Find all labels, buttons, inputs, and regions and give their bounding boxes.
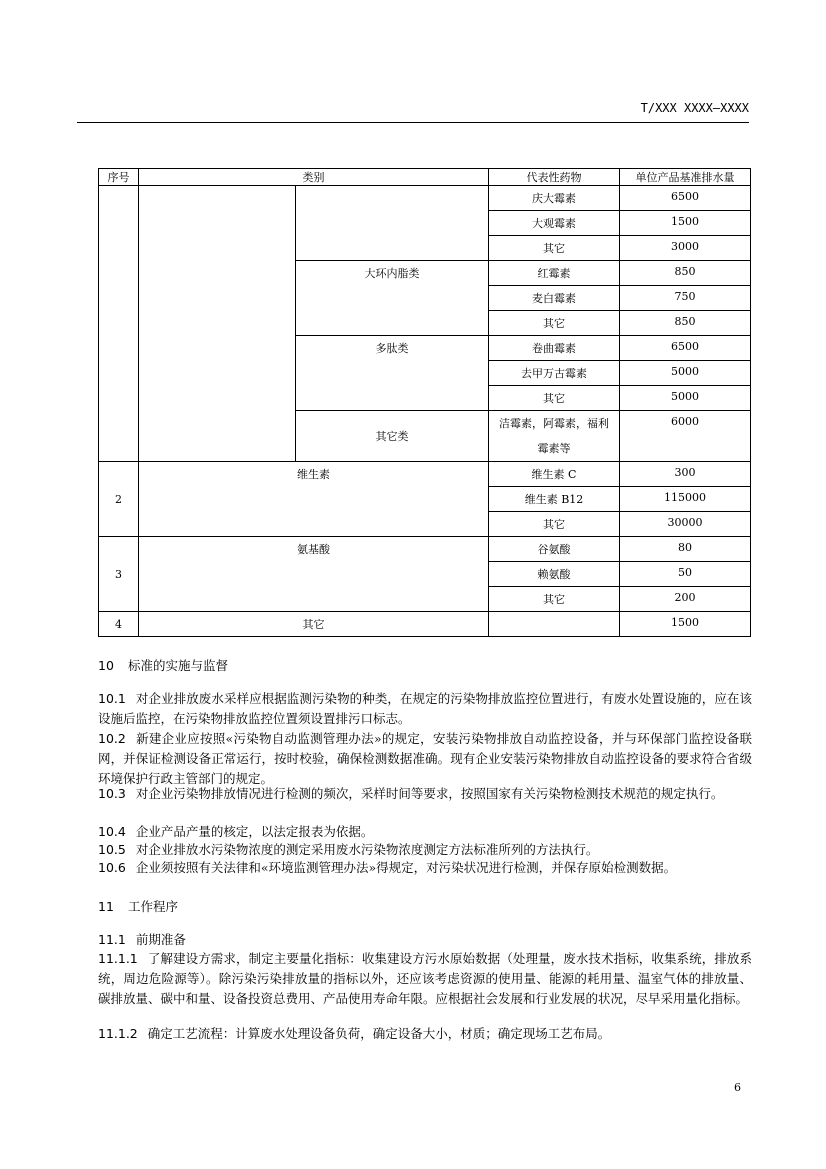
clause-text: 确定工艺流程：计算废水处理设备负荷，确定设备大小，材质；确定现场工艺布局。 xyxy=(147,1026,611,1041)
clause-text: 了解建设方需求，制定主要量化指标：收集建设方污水原始数据（处理量，废水技术指标，收集系统，排放系统，周边危险源等）。除污染污染排放量的指标以外，还应该考虑资源的使用量、能源的耗用量、温室气体的排放量、碳排放量、碳中和量、设备投资总费用、产品使用寿命年限。应根据社会发展和行业发展的状况，尽早采用量化指标。 xyxy=(98,951,752,1006)
page-number: 6 xyxy=(734,1081,741,1094)
clause-11-1 xyxy=(98,930,752,950)
col-header-num: 序号 xyxy=(99,169,139,186)
value-cell: 115000 xyxy=(620,487,751,512)
clause-text: 对企业排放废水采样应根据监测污染物的种类，在规定的污染物排放监控位置进行，有废水处置设施的，应在该设施后监控，在污染物排放监控位置须设置排污口标志。 xyxy=(98,691,752,726)
subcategory-cell: 大环内脂类 xyxy=(296,261,489,336)
col-header-category: 类别 xyxy=(139,169,489,186)
drug-cell xyxy=(489,612,620,637)
drug-cell: 其它 xyxy=(489,587,620,612)
value-cell: 5000 xyxy=(620,361,751,386)
category-cell: 氨基酸 xyxy=(139,537,489,612)
clause-number: 10.6 xyxy=(98,860,126,875)
clause-number: 11.1.2 xyxy=(98,1026,138,1041)
value-cell: 3000 xyxy=(620,236,751,261)
drug-cell: 维生素 B12 xyxy=(489,487,620,512)
section-11-heading xyxy=(98,897,178,915)
table-row xyxy=(99,537,751,562)
value-cell: 6500 xyxy=(620,336,751,361)
clause-number: 10.2 xyxy=(98,731,126,746)
drug-cell: 其它 xyxy=(489,512,620,537)
drainage-table xyxy=(98,168,751,637)
drug-cell: 庆大霉素 xyxy=(489,186,620,211)
subcategory-cell xyxy=(296,186,489,261)
clause-text: 新建企业应按照«污染物自动监测管理办法»的规定，安装污染物排放自动监控设备，并与环保部门监控设备联网，并保证检测设备正常运行，按时校验，确保检测数据准确。现有企业安装污染物排放自动监控设备的要求符合省级环境保护行政主管部门的规定。 xyxy=(98,731,752,786)
drug-cell: 赖氨酸 xyxy=(489,562,620,587)
clause-10-1 xyxy=(98,689,752,729)
clause-text: 对企业污染物排放情况进行检测的频次，采样时间等要求，按照国家有关污染物检测技术规范的规定执行。 xyxy=(135,786,724,801)
value-cell: 6000 xyxy=(620,411,751,462)
value-cell: 80 xyxy=(620,537,751,562)
drug-cell: 去甲万古霉素 xyxy=(489,361,620,386)
section-number: 10 xyxy=(98,658,114,673)
clause-text: 企业产品产量的核定，以法定报表为依据。 xyxy=(135,824,374,839)
table-header-row xyxy=(99,169,751,186)
value-cell: 300 xyxy=(620,462,751,487)
value-cell: 1500 xyxy=(620,211,751,236)
drug-line: 霉素等 xyxy=(537,442,571,455)
subcategory-cell: 多肽类 xyxy=(296,336,489,411)
clause-10-5 xyxy=(98,840,752,860)
clause-text: 对企业排放水污染物浓度的测定采用废水污染物浓度测定方法标准所列的方法执行。 xyxy=(135,842,599,857)
header-rule xyxy=(77,122,749,123)
num-cell: 3 xyxy=(99,537,139,612)
drug-cell xyxy=(489,411,620,462)
category-cell: 维生素 xyxy=(139,462,489,537)
clause-11-1-1 xyxy=(98,949,752,1009)
drug-cell: 麦白霉素 xyxy=(489,286,620,311)
subcategory-cell: 其它类 xyxy=(296,411,489,462)
clause-number: 10.1 xyxy=(98,691,126,706)
clause-number: 10.4 xyxy=(98,824,126,839)
drug-cell: 大观霉素 xyxy=(489,211,620,236)
num-cell xyxy=(99,186,139,462)
value-cell: 200 xyxy=(620,587,751,612)
num-cell: 4 xyxy=(99,612,139,637)
clause-10-6 xyxy=(98,858,752,878)
section-10-heading xyxy=(98,656,228,674)
value-cell: 850 xyxy=(620,311,751,336)
drug-line: 洁霉素，阿霉素，福利 xyxy=(499,417,609,430)
drug-cell: 其它 xyxy=(489,236,620,261)
clause-number: 11.1 xyxy=(98,932,126,947)
section-title: 标准的实施与监督 xyxy=(128,658,229,673)
clause-text: 前期准备 xyxy=(135,932,186,947)
value-cell: 30000 xyxy=(620,512,751,537)
section-number: 11 xyxy=(98,899,114,914)
clause-number: 11.1.1 xyxy=(98,951,138,966)
drug-cell: 卷曲霉素 xyxy=(489,336,620,361)
col-header-value: 单位产品基准排水量 xyxy=(620,169,751,186)
standard-code: T/XXX XXXX—XXXX xyxy=(640,101,749,115)
category-cell: 其它 xyxy=(139,612,489,637)
value-cell: 750 xyxy=(620,286,751,311)
value-cell: 50 xyxy=(620,562,751,587)
drug-cell: 其它 xyxy=(489,386,620,411)
category-cell xyxy=(139,186,296,462)
clause-number: 10.3 xyxy=(98,786,126,801)
value-cell: 850 xyxy=(620,261,751,286)
drug-cell: 其它 xyxy=(489,311,620,336)
value-cell: 5000 xyxy=(620,386,751,411)
clause-number: 10.5 xyxy=(98,842,126,857)
clause-10-4 xyxy=(98,822,752,842)
num-cell: 2 xyxy=(99,462,139,537)
clause-text: 企业须按照有关法律和«环境监测管理办法»得规定，对污染状况进行检测，并保存原始检测数据。 xyxy=(135,860,677,875)
table-row xyxy=(99,462,751,487)
clause-11-1-2 xyxy=(98,1024,752,1044)
drug-cell: 谷氨酸 xyxy=(489,537,620,562)
drug-cell: 红霉素 xyxy=(489,261,620,286)
value-cell: 1500 xyxy=(620,612,751,637)
section-title: 工作程序 xyxy=(128,899,179,914)
clause-10-3 xyxy=(98,784,752,804)
col-header-drug: 代表性药物 xyxy=(489,169,620,186)
drug-cell: 维生素 C xyxy=(489,462,620,487)
table-row xyxy=(99,186,751,211)
table-row xyxy=(99,612,751,637)
clause-10-2 xyxy=(98,729,752,789)
value-cell: 6500 xyxy=(620,186,751,211)
